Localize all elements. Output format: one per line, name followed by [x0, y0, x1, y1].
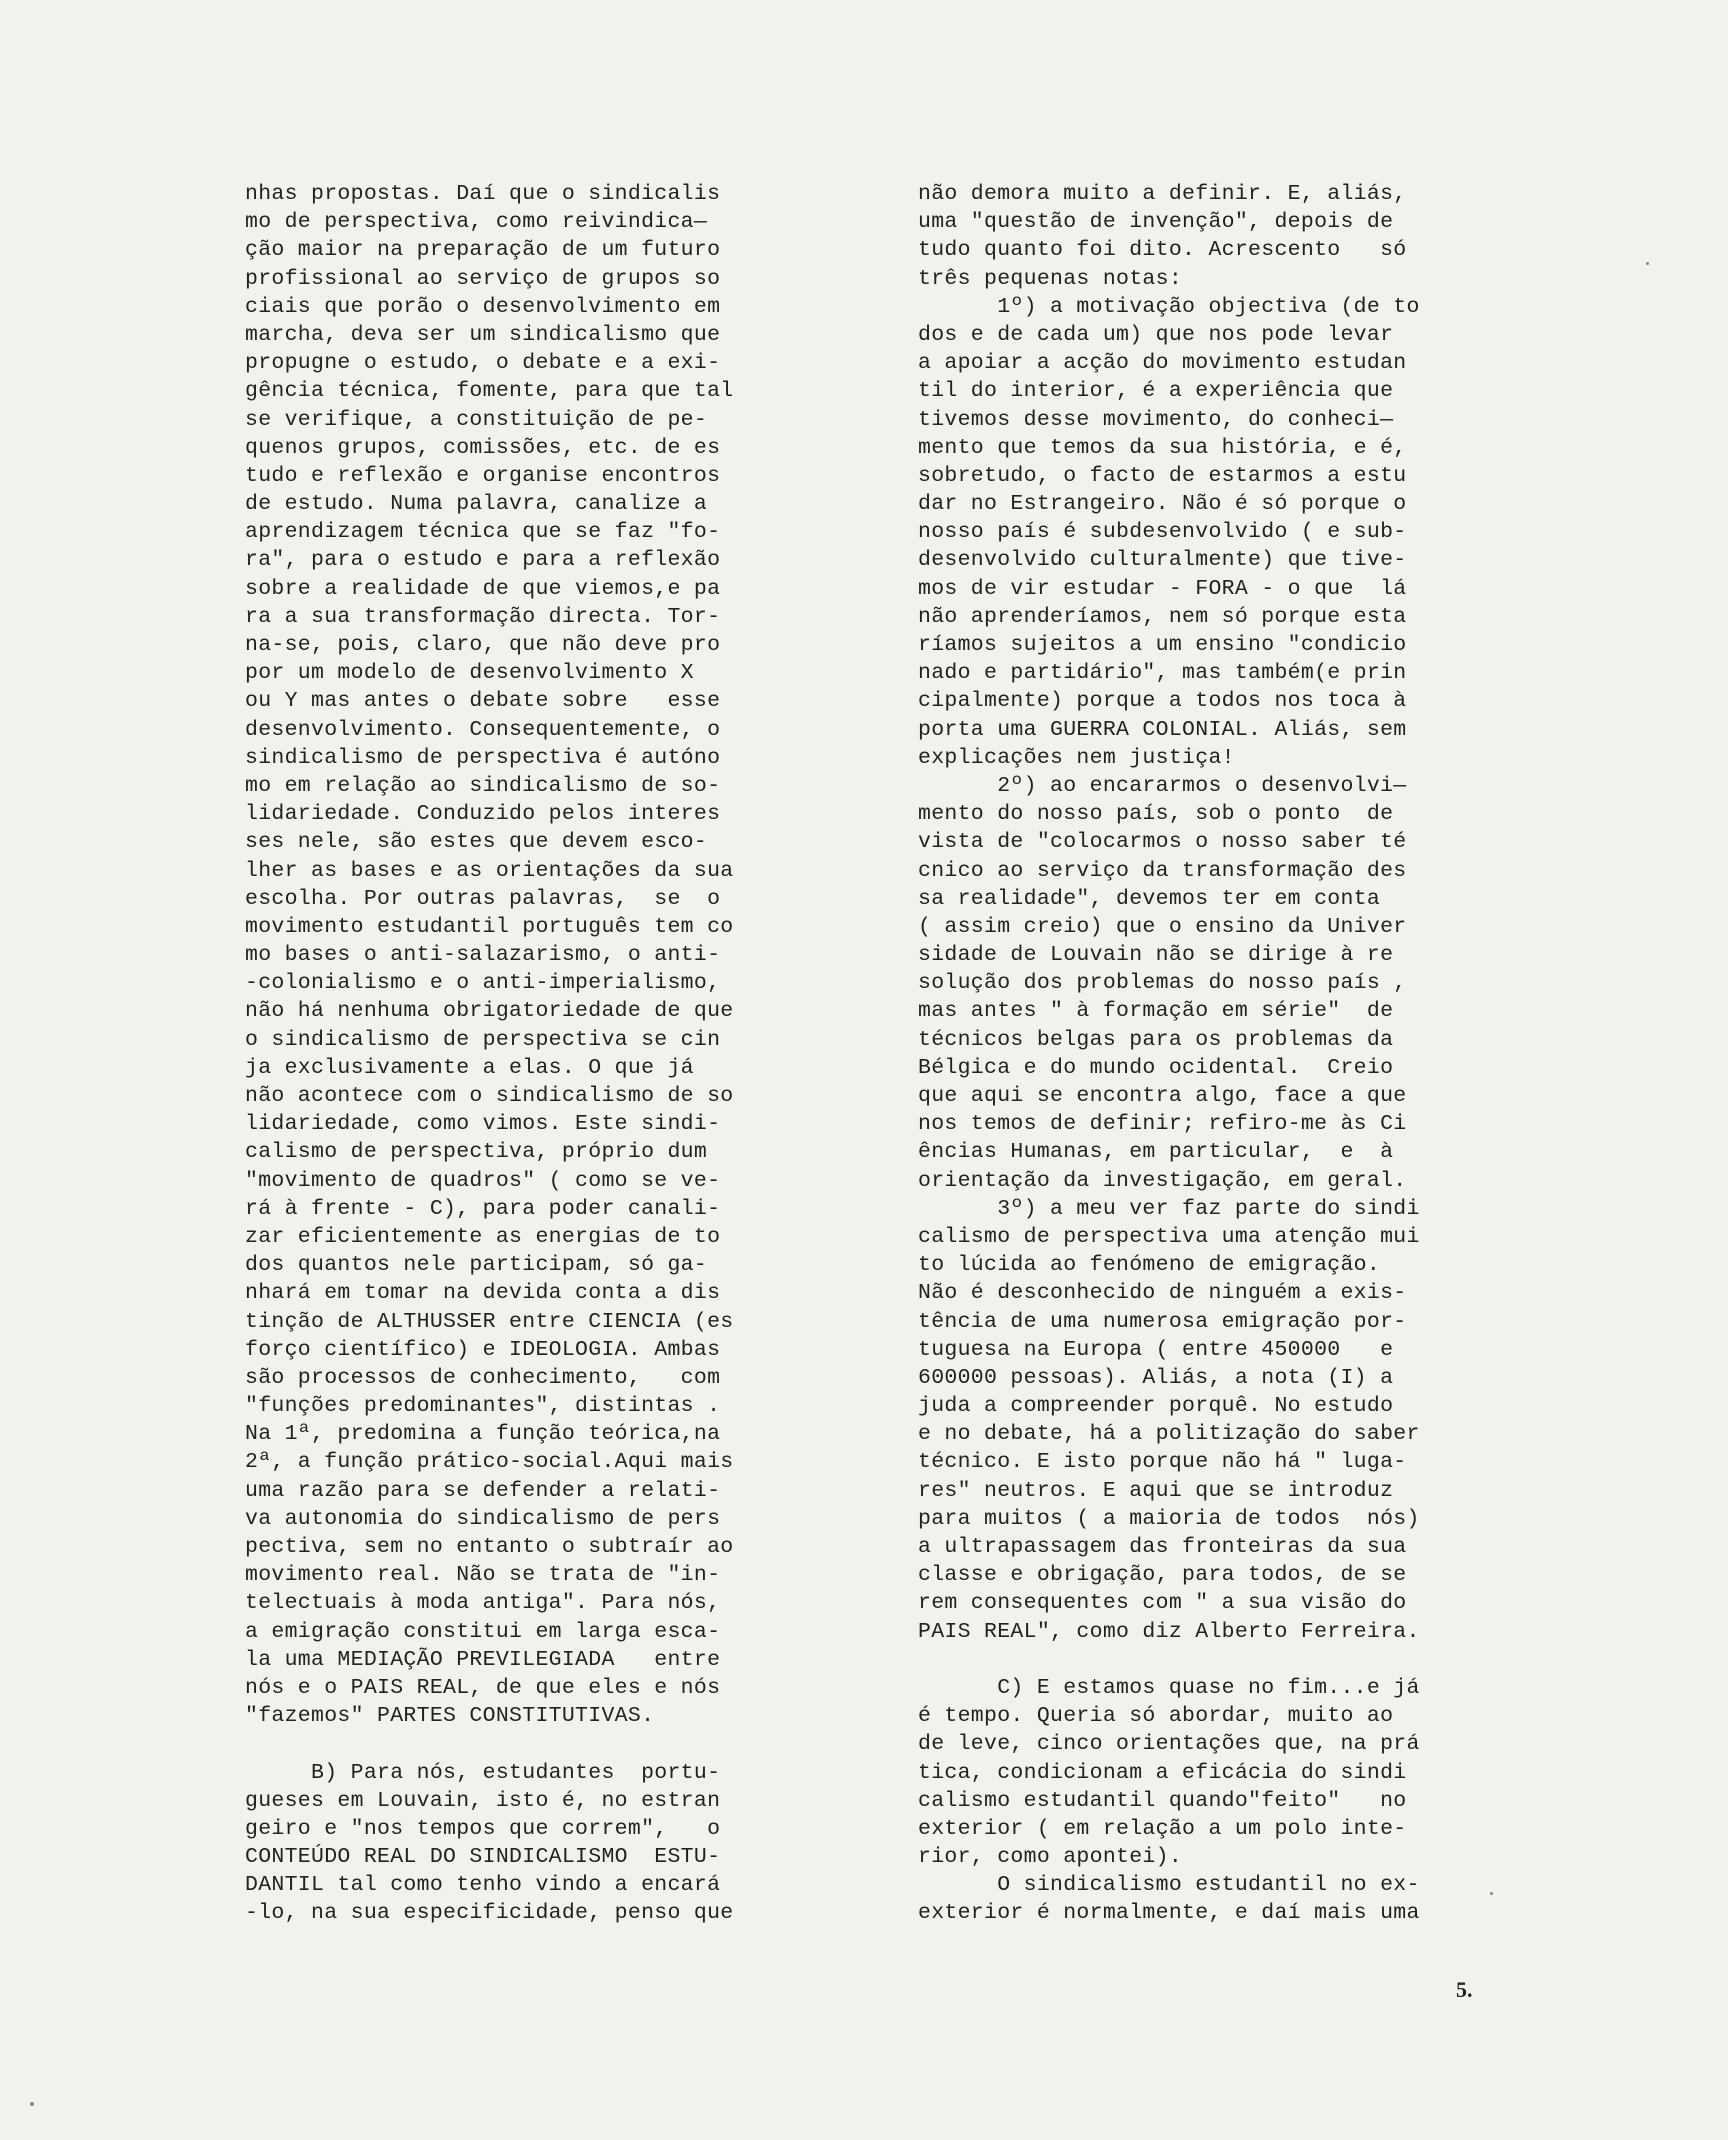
- text-line: -lo, na sua especificidade, penso que: [245, 1901, 734, 1926]
- text-line: Na 1ª, predomina a função teórica,na: [245, 1422, 721, 1447]
- text-line: rem consequentes com " a sua visão do: [918, 1591, 1407, 1616]
- text-line: porta uma GUERRA COLONIAL. Aliás, sem: [918, 717, 1407, 742]
- text-line: escolha. Por outras palavras, se o: [245, 886, 721, 911]
- text-line: não demora muito a definir. E, aliás,: [918, 182, 1407, 206]
- text-line: rá à frente - C), para poder canali-: [245, 1196, 721, 1221]
- text-line: B) Para nós, estudantes portu-: [245, 1760, 721, 1785]
- text-line: calismo estudantil quando"feito" no: [918, 1788, 1407, 1813]
- text-line: tinção de ALTHUSSER entre CIENCIA (es: [245, 1309, 734, 1334]
- text-line: mento que temos da sua história, e é,: [918, 435, 1407, 460]
- text-line: nhará em tomar na devida conta a dis: [245, 1281, 721, 1306]
- text-line: solução dos problemas do nosso país ,: [918, 971, 1407, 996]
- text-line: desenvolvimento. Consequentemente, o: [245, 717, 721, 742]
- text-line: três pequenas notas:: [918, 266, 1183, 291]
- text-line: "movimento de quadros" ( como se ve-: [245, 1168, 721, 1193]
- text-line: DANTIL tal como tenho vindo a encará: [245, 1873, 721, 1898]
- text-line: uma "questão de invenção", depois de: [918, 210, 1394, 235]
- paper-speck: [30, 2102, 34, 2106]
- text-line: res" neutros. E aqui que se introduz: [918, 1478, 1394, 1503]
- text-line: quenos grupos, comissões, etc. de es: [245, 435, 721, 460]
- text-line: exterior é normalmente, e daí mais uma: [918, 1901, 1420, 1926]
- text-line: não aprenderíamos, nem só porque esta: [918, 604, 1407, 629]
- text-line: dar no Estrangeiro. Não é só porque o: [918, 492, 1407, 517]
- text-line: técnico. E isto porque não há " luga-: [918, 1450, 1407, 1475]
- text-line: vista de "colocarmos o nosso saber té: [918, 830, 1407, 855]
- text-line: gueses em Louvain, isto é, no estran: [245, 1788, 721, 1813]
- text-line: geiro e "nos tempos que correm", o: [245, 1816, 721, 1841]
- text-line: o sindicalismo de perspectiva se cin: [245, 1027, 721, 1052]
- text-line: não há nenhuma obrigatoriedade de que: [245, 999, 734, 1024]
- text-line: ríamos sujeitos a um ensino "condicio: [918, 633, 1407, 657]
- page-number: 5.: [1456, 1977, 1473, 2002]
- text-line: CONTEÚDO REAL DO SINDICALISMO ESTU-: [245, 1845, 721, 1870]
- text-line: "funções predominantes", distintas .: [245, 1394, 721, 1419]
- text-line: calismo de perspectiva, próprio dum: [245, 1140, 708, 1165]
- text-line: não acontece com o sindicalismo de so: [245, 1084, 734, 1108]
- text-line: lidariedade, como vimos. Este sindi-: [245, 1112, 721, 1137]
- text-line: tica, condicionam a eficácia do sindi: [918, 1760, 1407, 1785]
- text-line: ção maior na preparação de um futuro: [245, 238, 721, 263]
- text-line: gência técnica, fomente, para que tal: [245, 379, 734, 404]
- text-line: tudo e reflexão e organise encontros: [245, 463, 721, 488]
- text-line: exterior ( em relação a um polo inte-: [918, 1816, 1407, 1841]
- text-line: ses nele, são estes que devem esco-: [245, 830, 708, 855]
- text-line: 3º) a meu ver faz parte do sindi: [918, 1196, 1420, 1221]
- text-line: de estudo. Numa palavra, canalize a: [245, 492, 708, 517]
- text-line: para muitos ( a maioria de todos nós): [918, 1506, 1420, 1531]
- text-line: movimento estudantil português tem co: [245, 914, 734, 939]
- text-line: forço científico) e IDEOLOGIA. Ambas: [245, 1337, 721, 1362]
- text-line: explicações nem justiça!: [918, 745, 1235, 770]
- text-line: mas antes " à formação em série" de: [918, 999, 1394, 1024]
- text-line: va autonomia do sindicalismo de pers: [245, 1506, 721, 1531]
- text-line: mos de vir estudar - FORA - o que lá: [918, 576, 1407, 601]
- text-line: sobretudo, o facto de estarmos a estu: [918, 463, 1407, 488]
- text-line: mo de perspectiva, como reivindica—: [245, 210, 708, 235]
- text-line: [245, 1730, 805, 1758]
- text-line: rior, como apontei).: [918, 1845, 1183, 1870]
- text-line: a ultrapassagem das fronteiras da sua: [918, 1535, 1407, 1559]
- text-line: "fazemos" PARTES CONSTITUTIVAS.: [245, 1704, 655, 1729]
- text-line: nhas propostas. Daí que o sindicalis: [245, 182, 721, 206]
- text-line: profissional ao serviço de grupos so: [245, 266, 721, 291]
- text-line: [918, 1646, 1488, 1674]
- text-line: C) E estamos quase no fim...e já: [918, 1675, 1420, 1700]
- text-line: aprendizagem técnica que se faz "fo-: [245, 520, 721, 545]
- text-line: orientação da investigação, em geral.: [918, 1168, 1407, 1193]
- text-line: -colonialismo e o anti-imperialismo,: [245, 971, 721, 996]
- text-line: lher as bases e as orientações da sua: [245, 858, 734, 883]
- text-line: sidade de Louvain não se dirige à re: [918, 943, 1394, 968]
- text-line: ( assim creio) que o ensino da Univer: [918, 914, 1407, 939]
- text-line: O sindicalismo estudantil no ex-: [918, 1873, 1420, 1898]
- text-line: desenvolvido culturalmente) que tive-: [918, 548, 1407, 573]
- left-text-column: [245, 180, 805, 1928]
- text-line: nosso país é subdesenvolvido ( e sub-: [918, 520, 1407, 545]
- right-text-column: [918, 180, 1488, 1928]
- text-line: cnico ao serviço da transformação des: [918, 858, 1407, 883]
- text-line: 2º) ao encararmos o desenvolvi—: [918, 773, 1407, 798]
- text-line: a apoiar a acção do movimento estudan: [918, 351, 1407, 376]
- text-line: tudo quanto foi dito. Acrescento só: [918, 238, 1407, 263]
- text-line: 2ª, a função prático-social.Aqui mais: [245, 1450, 734, 1475]
- text-line: lidariedade. Conduzido pelos interes: [245, 802, 721, 827]
- text-line: uma razão para se defender a relati-: [245, 1478, 721, 1503]
- text-line: na-se, pois, claro, que não deve pro: [245, 633, 721, 657]
- text-line: por um modelo de desenvolvimento X: [245, 661, 694, 686]
- text-line: la uma MEDIAÇÃO PREVILEGIADA entre: [245, 1647, 721, 1672]
- text-line: ou Y mas antes o debate sobre esse: [245, 689, 721, 714]
- text-line: são processos de conhecimento, com: [245, 1365, 721, 1390]
- text-line: a emigração constitui em larga esca-: [245, 1619, 721, 1644]
- text-line: de leve, cinco orientações que, na prá: [918, 1732, 1420, 1757]
- text-line: nos temos de definir; refiro-me às Ci: [918, 1112, 1407, 1137]
- text-line: ciais que porão o desenvolvimento em: [245, 294, 721, 319]
- text-line: tuguesa na Europa ( entre 450000 e: [918, 1337, 1394, 1362]
- text-line: nado e partidário", mas também(e prin: [918, 661, 1407, 686]
- text-line: mo em relação ao sindicalismo de so-: [245, 773, 721, 798]
- text-line: mento do nosso país, sob o ponto de: [918, 802, 1394, 827]
- text-line: Bélgica e do mundo ocidental. Creio: [918, 1055, 1394, 1080]
- paper-speck: [1490, 1892, 1493, 1895]
- text-line: juda a compreender porquê. No estudo: [918, 1394, 1394, 1419]
- text-line: to lúcida ao fenómeno de emigração.: [918, 1253, 1381, 1278]
- text-line: pectiva, sem no entanto o subtraír ao: [245, 1535, 734, 1559]
- text-line: calismo de perspectiva uma atenção mui: [918, 1224, 1420, 1249]
- text-line: tivemos desse movimento, do conheci—: [918, 407, 1394, 432]
- text-line: classe e obrigação, para todos, de se: [918, 1563, 1407, 1588]
- text-line: dos e de cada um) que nos pode levar: [918, 322, 1394, 347]
- text-line: ências Humanas, em particular, e à: [918, 1140, 1394, 1165]
- text-line: sindicalismo de perspectiva é autóno: [245, 745, 721, 770]
- text-line: que aqui se encontra algo, face a que: [918, 1084, 1407, 1108]
- text-line: 1º) a motivação objectiva (de to: [918, 294, 1420, 319]
- text-line: ra a sua transformação directa. Tor-: [245, 604, 721, 629]
- text-line: telectuais à moda antiga". Para nós,: [245, 1591, 721, 1616]
- text-line: til do interior, é a experiência que: [918, 379, 1394, 404]
- text-line: 600000 pessoas). Aliás, a nota (I) a: [918, 1365, 1394, 1390]
- text-line: propugne o estudo, o debate e a exi-: [245, 351, 721, 376]
- text-line: ja exclusivamente a elas. O que já: [245, 1055, 694, 1080]
- text-line: zar eficientemente as energias de to: [245, 1224, 721, 1249]
- text-line: dos quantos nele participam, só ga-: [245, 1253, 708, 1278]
- text-line: tência de uma numerosa emigração por-: [918, 1309, 1407, 1334]
- text-line: PAIS REAL", como diz Alberto Ferreira.: [918, 1619, 1420, 1644]
- text-line: Não é desconhecido de ninguém a exis-: [918, 1281, 1407, 1306]
- text-line: se verifique, a constituição de pe-: [245, 407, 708, 432]
- text-line: cipalmente) porque a todos nos toca à: [918, 689, 1407, 714]
- text-line: e no debate, há a politização do saber: [918, 1422, 1420, 1447]
- text-line: mo bases o anti-salazarismo, o anti-: [245, 943, 721, 968]
- text-line: técnicos belgas para os problemas da: [918, 1027, 1394, 1052]
- text-line: movimento real. Não se trata de "in-: [245, 1563, 721, 1588]
- paper-speck: [1646, 262, 1649, 265]
- text-line: ra", para o estudo e para a reflexão: [245, 548, 721, 573]
- text-line: sa realidade", devemos ter em conta: [918, 886, 1381, 911]
- text-line: sobre a realidade de que viemos,e pa: [245, 576, 721, 601]
- text-line: marcha, deva ser um sindicalismo que: [245, 322, 721, 347]
- text-line: é tempo. Queria só abordar, muito ao: [918, 1704, 1394, 1729]
- text-line: nós e o PAIS REAL, de que eles e nós: [245, 1675, 721, 1700]
